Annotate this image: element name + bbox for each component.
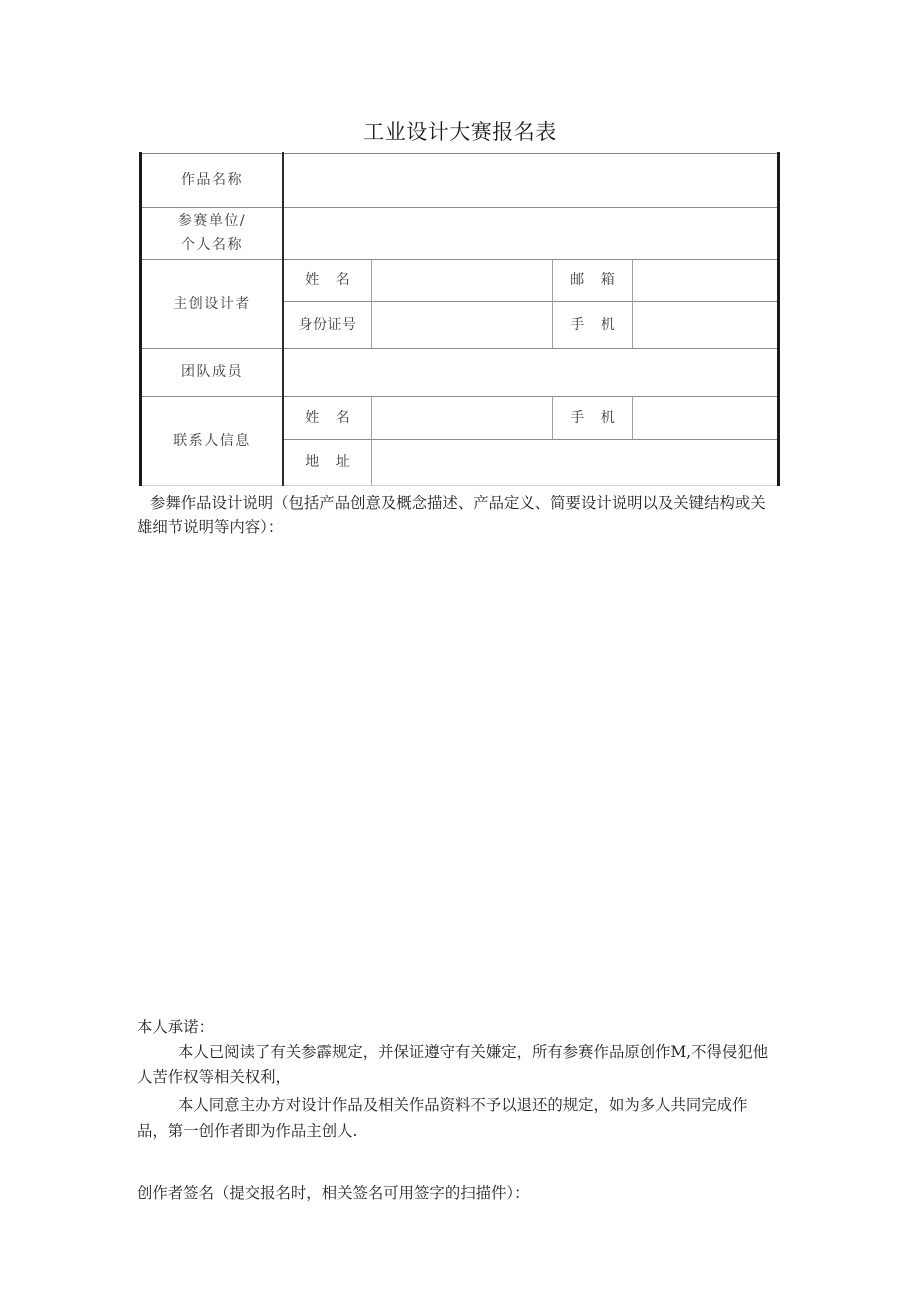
lead-designer-email-field — [633, 260, 777, 301]
entrant-label-cell — [142, 207, 282, 259]
lead-designer-id-label: 身份证号 — [298, 316, 357, 333]
lead-designer-phone-label: 手 机 — [570, 316, 621, 333]
contact-name-label-cell — [284, 396, 371, 439]
lead-designer-name-label: 姓 名 — [305, 272, 356, 288]
lead-designer-phone-field — [633, 302, 777, 348]
lead-designer-name-label-cell — [284, 259, 371, 301]
pledge-para2-line2: 品，第一创作者即为作品主创人. — [137, 1122, 358, 1140]
table-rule-bottom — [140, 485, 780, 486]
team-members-field — [285, 349, 777, 396]
lead-designer-label: 主创设计者 — [173, 295, 251, 312]
team-members-label: 团队成员 — [181, 364, 243, 380]
pledge-heading: 本人承诺： — [137, 1018, 214, 1036]
pledge-para1-line1: 本人已阅读了有关参霹规定，并保证遵守有关嫌定，所有参赛作品原创作M,不得侵犯他 — [178, 1043, 769, 1061]
pledge-para1-line2: 人苦作权等相关权利， — [137, 1068, 291, 1086]
signature-label: 创作者签名（提交报名时，相关签名可用签字的扫描件）： — [137, 1184, 530, 1202]
entrant-label-line2: 个人名称 — [181, 237, 243, 253]
contact-address-field — [372, 440, 777, 485]
table-border-right — [777, 152, 780, 486]
lead-designer-id-field — [372, 302, 552, 348]
lead-designer-phone-label-cell — [553, 301, 632, 348]
contact-label: 联系人信息 — [173, 432, 251, 449]
contact-label-cell — [142, 396, 282, 485]
description-prompt-line1: 参舞作品设计说明（包括产品创意及概念描述、产品定义、简要设计说明以及关键结构或关 — [150, 494, 766, 512]
pledge-para2-line1: 本人同意主办方对设计作品及相关作品资料不予以退还的规定，如为多人共同完成作 — [178, 1096, 748, 1114]
contact-phone-field — [633, 397, 777, 439]
lead-designer-email-label: 邮 箱 — [570, 272, 621, 288]
entrant-field — [285, 208, 777, 259]
contact-address-label-cell — [284, 439, 371, 485]
lead-designer-id-label-cell — [284, 301, 371, 348]
registration-table — [0, 0, 920, 500]
lead-designer-name-field — [372, 260, 552, 301]
contact-address-label: 地 址 — [305, 454, 356, 470]
lead-designer-email-label-cell — [553, 259, 632, 301]
form-title: 工业设计大赛报名表 — [363, 120, 557, 144]
contact-phone-label: 手 机 — [570, 409, 621, 426]
work-name-label: 作品名称 — [181, 172, 243, 188]
work-name-field — [285, 154, 777, 207]
contact-name-label: 姓 名 — [305, 409, 356, 426]
entrant-label-line1: 参赛单位/ — [177, 213, 247, 229]
lead-designer-label-cell — [142, 259, 282, 348]
contact-name-field — [372, 397, 552, 439]
work-name-label-cell — [142, 153, 282, 207]
contact-phone-label-cell — [553, 396, 632, 439]
team-members-label-cell — [142, 348, 282, 396]
description-prompt-line2: 雄细节说明等内容）： — [137, 518, 284, 536]
